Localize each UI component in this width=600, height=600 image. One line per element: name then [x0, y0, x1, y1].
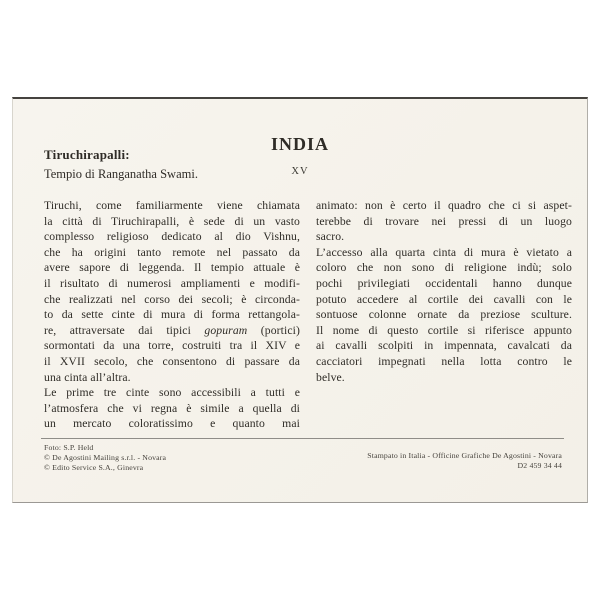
text-column-right: [316, 198, 572, 432]
subject-title: Tempio di Ranganatha Swami.: [44, 167, 198, 181]
text-line: che realizzati nel corso dei secoli; è circonda-: [44, 292, 300, 306]
text-line: animato: non è certo il quadro che ci si aspet-: [316, 199, 572, 212]
place-title: Tiruchirapalli:: [44, 147, 130, 162]
postcard-back: [12, 97, 588, 503]
text-line: re, attraversate dai tipici gopuram (portici): [44, 323, 300, 337]
footer-divider: [41, 438, 564, 439]
text-line: terebbe di trovare nei pressi di un luogo: [316, 214, 572, 228]
text-line: Stampato in Italia - Officine Grafiche De Agostini - Novara: [367, 451, 562, 460]
text-line: © Edito Service S.A., Ginevra: [44, 462, 144, 472]
text-line: © De Agostini Mailing s.r.l. - Novara: [44, 452, 167, 462]
text-line: una cinta all’altra.: [44, 370, 131, 384]
text-line: un mercato coloratissimo e quanto mai: [44, 417, 300, 431]
text-line: Il nome di questo cortile si riferisce appunto: [316, 323, 572, 337]
text-line: sacro.: [316, 230, 345, 244]
text-line: coloro che non sono di religione indù; solo: [316, 261, 572, 275]
series-number: XV: [291, 166, 309, 177]
text-line: il XVII secolo, che consentono di passare da: [44, 354, 300, 368]
text-line: l’atmosfera che vi regna è simile a quella di: [44, 401, 300, 415]
country-title: INDIA: [270, 134, 329, 154]
text-line: L’accesso alla quarta cinta di mura è vietato a: [316, 245, 572, 259]
text-line: complesso religioso dedicato al dio Vishnu,: [44, 230, 300, 244]
body-text: [44, 198, 572, 432]
printer-block: [367, 451, 562, 470]
text-line: Tiruchi, come familiarmente viene chiamata: [44, 199, 300, 212]
text-line: il risultato di numerosi ampliamenti e modifi-: [44, 276, 300, 290]
text-line: to da sette cinte di mura di forma rettangola-: [44, 308, 300, 322]
text-line: avere sapore di leggenda. Il tempio attuale è: [44, 261, 300, 275]
text-line: che ha origini tanto remote nel passato da: [44, 245, 300, 259]
text-line: ai cavalli scolpiti in impennata, cavalcati da: [316, 339, 572, 353]
text-line: pochi privilegiati occidentali hanno dunque: [316, 276, 572, 290]
text-line: belve.: [316, 370, 345, 384]
text-line: sormontati da una torre, costruiti tra il XIV e: [44, 339, 300, 353]
text-column-left: [44, 198, 300, 432]
text-line: sontuose colonne ornate da preziose sculture.: [316, 308, 572, 322]
text-line: potuto accedere al cortile dei cavalli con le: [316, 292, 572, 306]
text-line: cacciatori impegnati nella lotta contro le: [316, 354, 572, 368]
text-line: D2 459 34 44: [517, 460, 562, 470]
text-line: Foto: S.P. Held: [44, 443, 94, 452]
text-line: la città di Tiruchirapalli, è sede di un vasto: [44, 214, 300, 228]
text-line: Le prime tre cinte sono accessibili a tutti e: [44, 386, 300, 400]
credits-block: [44, 443, 166, 472]
